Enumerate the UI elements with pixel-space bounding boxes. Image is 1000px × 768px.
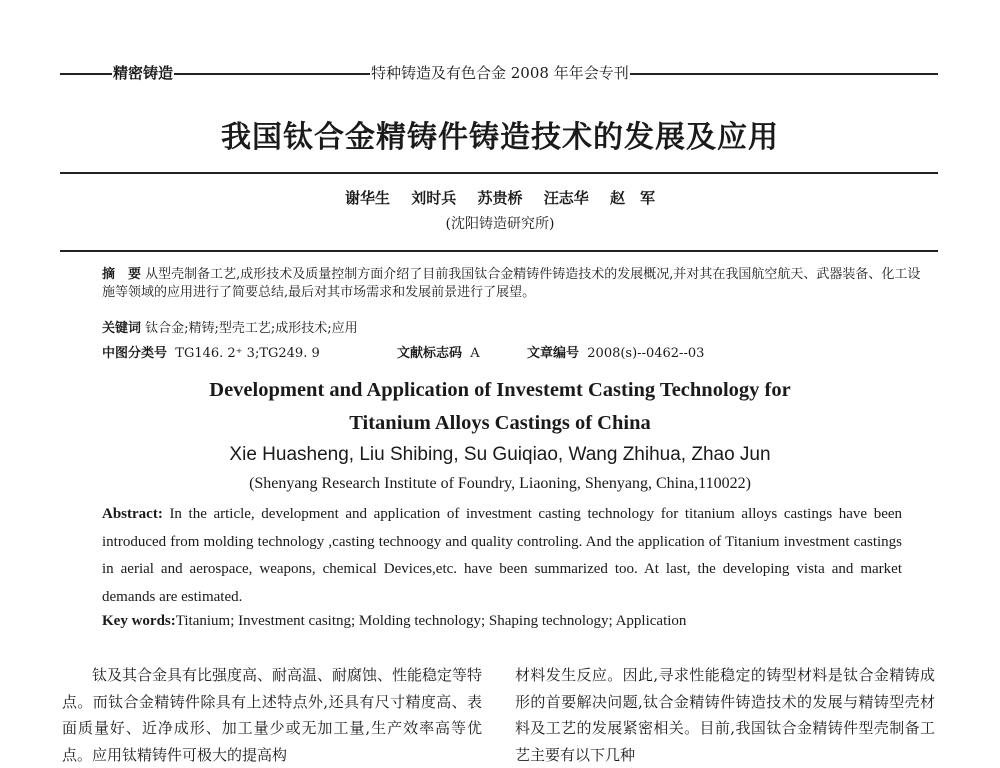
authors-en: Xie Huasheng, Liu Shibing, Su Guiqiao, Wang Zhihua, Zhao Jun xyxy=(229,444,771,465)
body-column-left: 钛及其合金具有比强度高、耐高温、耐腐蚀、性能稳定等特点。而钛合金精铸件除具有上述特点外,还具有尺寸精度高、表面质量好、近净成形、加工量少或无加工量,生产效率高等优点。应用钛精铸件可极大的提高构 xyxy=(62,666,483,764)
abstract-en: Abstract: In the article, development and application of investment casting technology for titanium alloys castings have been introduced from molding technology ,casting technoogy and quality controling. And the application of Titanium investment castings in aerial and aerospace, weapons, chemical Devices,etc. have been summarized too. At last, the developing vista and market demands are estimated. xyxy=(102,506,903,605)
abstract-cn xyxy=(102,266,922,302)
keywords-en-text: Titanium; Investment casitng; Molding technology; Shaping technology; Application xyxy=(175,613,687,629)
doc-code-label: 文献标志码 xyxy=(397,346,463,361)
title-cn: 我国钛合金精铸件铸造技术的发展及应用 xyxy=(221,120,779,155)
keywords-cn xyxy=(102,320,922,338)
keywords-cn-text: 钛合金;精铸;型壳工艺;成形技术;应用 xyxy=(145,321,358,336)
author-cn: 赵 军 xyxy=(609,189,655,207)
clc-value: TG146. 2⁺ 3;TG249. 9 xyxy=(175,346,320,361)
keywords-en: Key words:Titanium; Investment casitng; Molding technology; Shaping technology; Application xyxy=(102,613,687,629)
running-header-section: 精密铸造 xyxy=(113,64,174,82)
clc-label: 中图分类号 xyxy=(102,346,168,361)
article-no-value: 2008(s)--0462--03 xyxy=(587,346,705,361)
author-cn: 汪志华 xyxy=(543,189,589,207)
classification-line xyxy=(102,345,922,363)
abstract-en-text: In the article, development and application of investment casting technology for titanium alloys castings have been introduced from molding technology ,casting technoogy and quality controling. And the application of Titanium investment castings in aerial and aerospace, weapons, chemical Devices,etc. have been summarized too. At last, the developing vista and market demands are estimated. xyxy=(102,506,903,605)
author-cn: 刘时兵 xyxy=(411,189,457,207)
article-no-label: 文章编号 xyxy=(527,346,580,361)
affiliation-en: (Shenyang Research Institute of Foundry, Liaoning, Shenyang, China,110022) xyxy=(249,475,751,492)
authors-cn xyxy=(0,187,1000,208)
keywords-en-label: Key words xyxy=(102,613,171,629)
body-column-right: 材料发生反应。因此,寻求性能稳定的铸型材料是钛合金精铸成形的首要解决问题,钛合金精铸件铸造技术的发展与精铸型壳材料及工艺的发展紧密相关。目前,我国钛合金精铸件型壳制备工艺主要有以下几种 xyxy=(515,666,935,764)
running-header-journal: 特种铸造及有色合金 2008 年年会专刊 xyxy=(371,64,629,82)
author-cn: 苏贵桥 xyxy=(477,189,523,207)
affiliation-cn: (沈阳铸造研究所) xyxy=(445,216,555,232)
abstract-cn-label: 摘 要 xyxy=(102,267,142,282)
doc-code-value: A xyxy=(470,346,480,361)
abstract-en-label: Abstract xyxy=(102,506,158,522)
author-cn: 谢华生 xyxy=(344,189,390,207)
abstract-cn-text: 从型壳制备工艺,成形技术及质量控制方面介绍了目前我国钛合金精铸件铸造技术的发展概况,并对其在我国航空航天、武器装备、化工设施等领域的应用进行了简要总结,最后对其市场需求和发展前景进行了展望。 xyxy=(102,267,921,300)
keywords-cn-label: 关键词 xyxy=(102,321,142,336)
running-header xyxy=(60,62,938,84)
title-en-line2: Titanium Alloys Castings of China xyxy=(349,412,651,434)
title-en-line1: Development and Application of Investemt Casting Technology for xyxy=(209,379,791,401)
affiliation-rule xyxy=(60,250,938,252)
title-rule xyxy=(60,172,938,174)
